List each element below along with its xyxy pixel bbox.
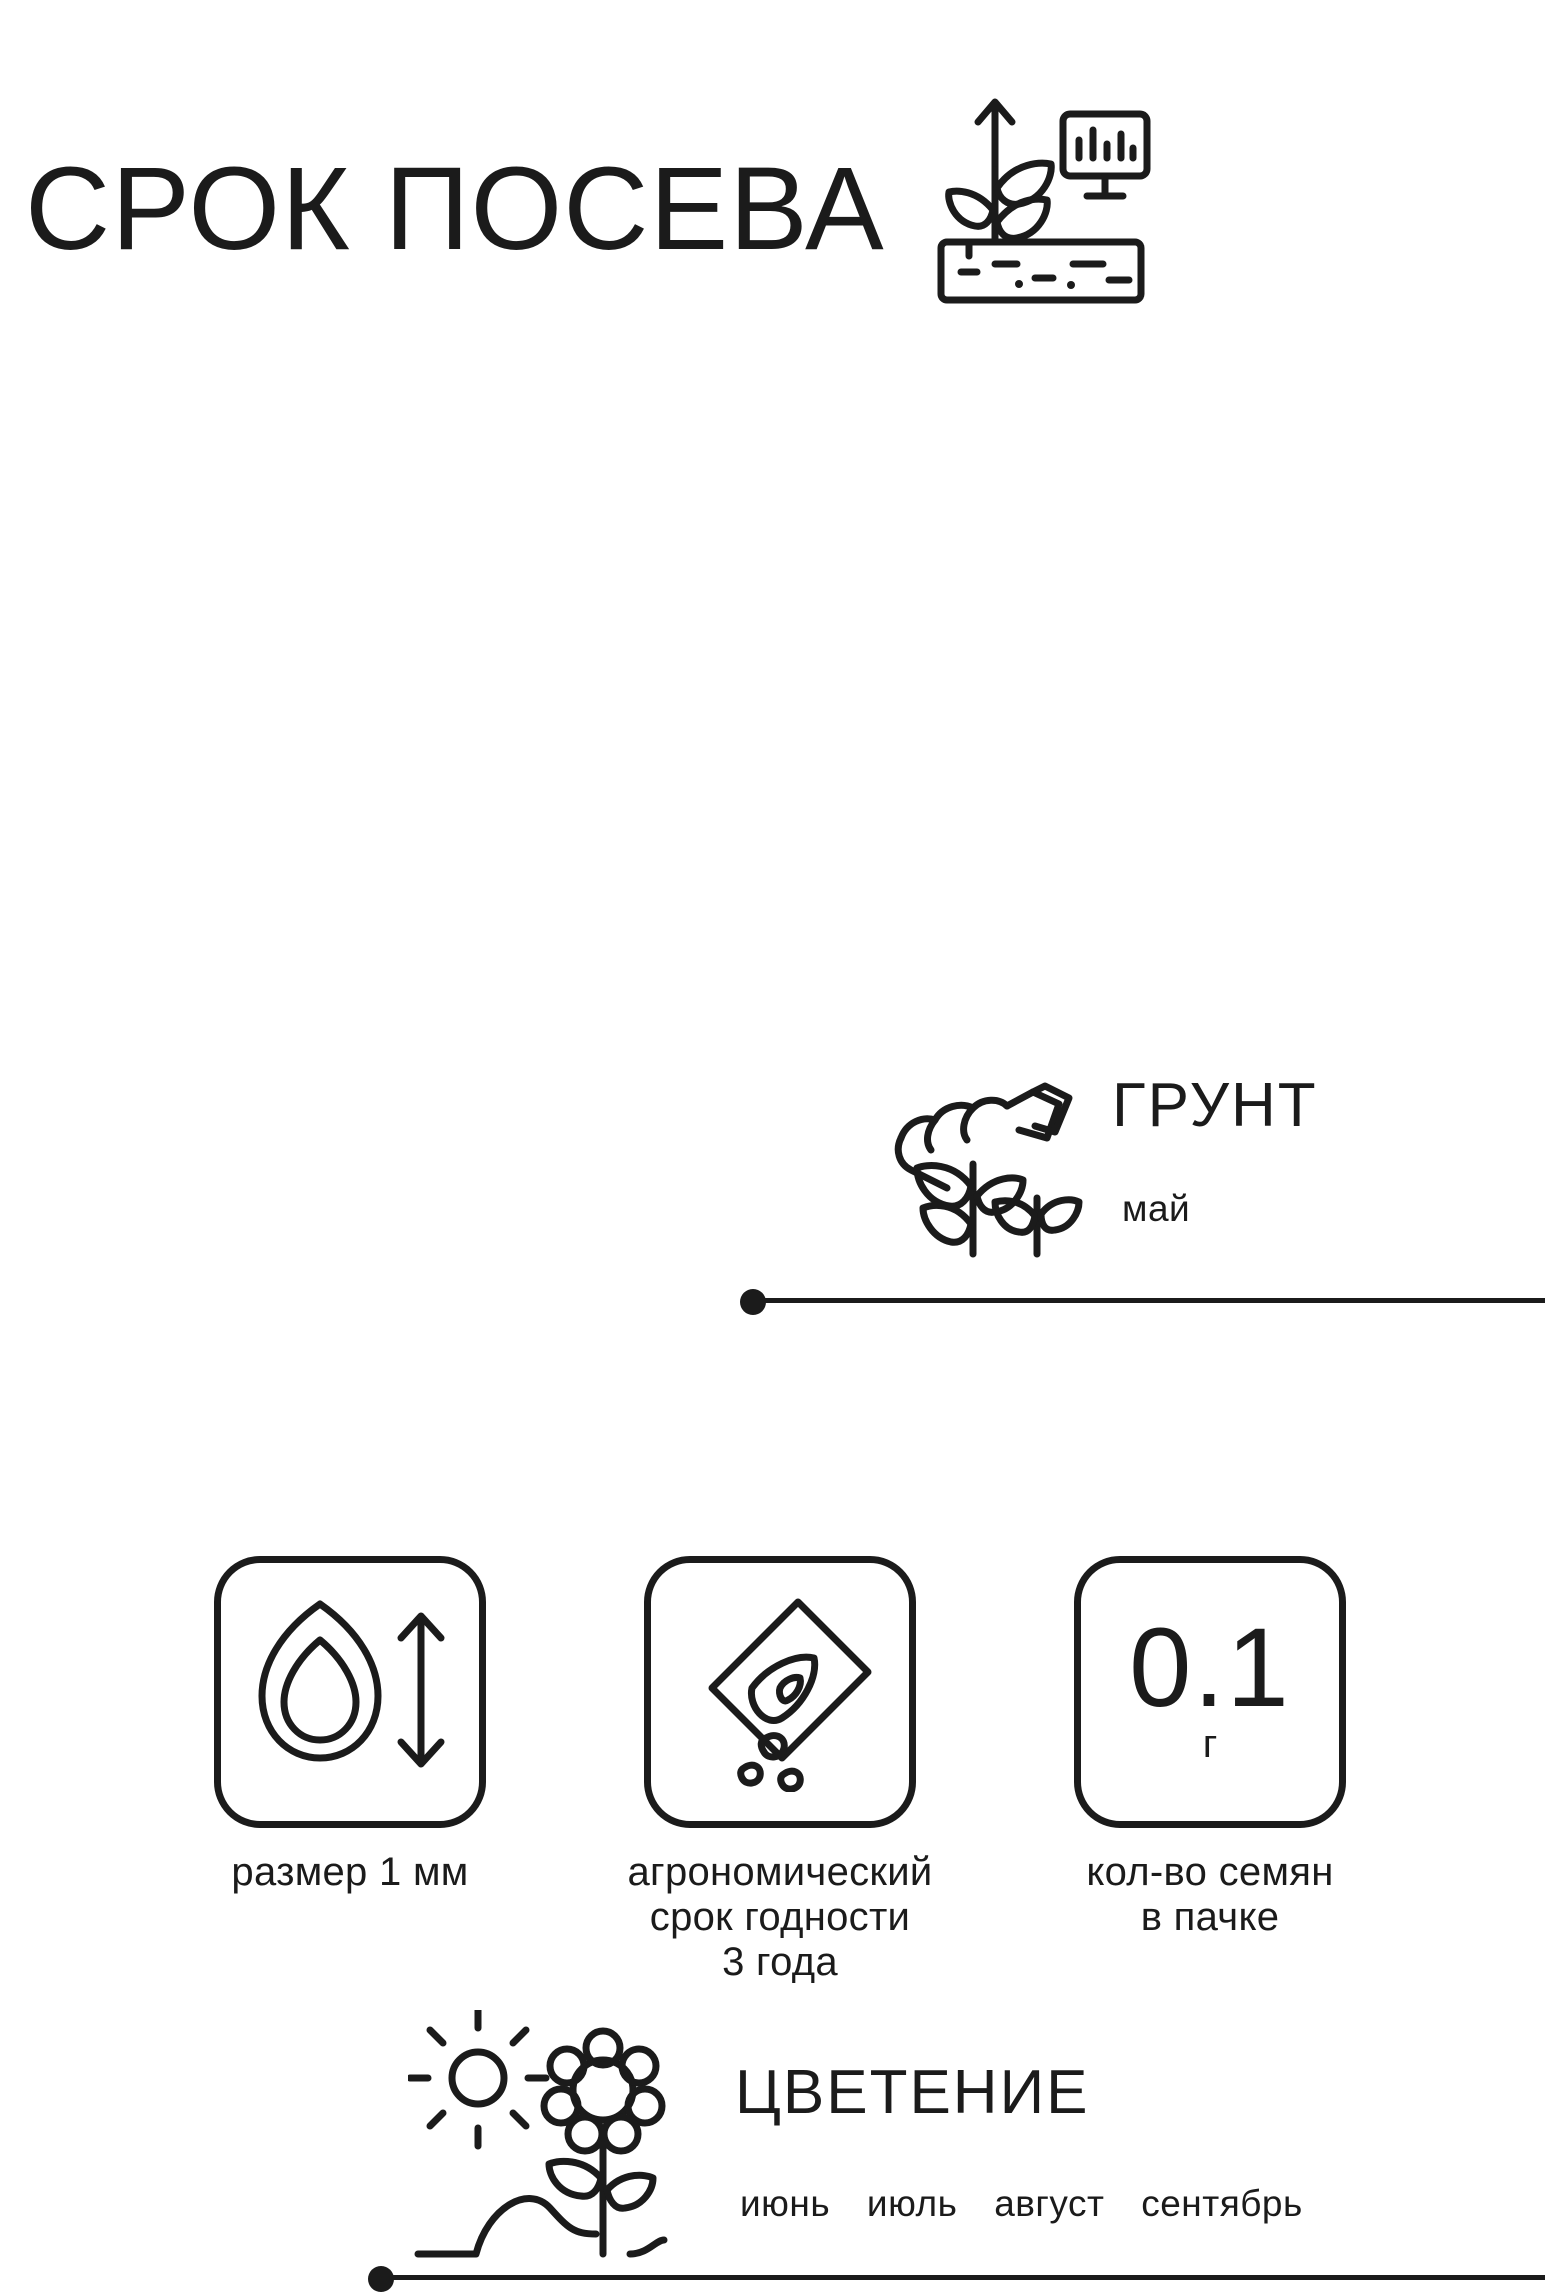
weight-unit: г xyxy=(1202,1721,1218,1766)
seed-packet-icon xyxy=(680,1592,880,1792)
stage-ground xyxy=(0,530,1545,1229)
shelf-life-box xyxy=(644,1556,916,1828)
month-chip: май xyxy=(1122,1188,1191,1229)
sun-flower-icon xyxy=(408,2010,708,2285)
page-header xyxy=(25,110,1485,307)
seed-weight-caption xyxy=(1086,1850,1333,1940)
month-chip: сентябрь xyxy=(1141,2183,1303,2224)
badge-row xyxy=(210,1556,1350,1984)
caption-line: кол-во семян xyxy=(1086,1850,1334,1894)
weight-stack xyxy=(1129,1605,1291,1766)
month-chip: июнь xyxy=(740,2183,831,2224)
seed-size-arrow-icon xyxy=(245,1592,455,1792)
month-chip: август xyxy=(994,2183,1105,2224)
stage-months-bloom xyxy=(740,2185,1303,2222)
caption-line: размер 1 мм xyxy=(231,1850,469,1894)
seed-weight-box xyxy=(1074,1556,1346,1828)
badge-seed-weight xyxy=(1070,1556,1350,1984)
sprout-growth-chart-icon xyxy=(923,92,1153,307)
weight-value: 0.1 xyxy=(1129,1605,1291,1731)
seed-size-box xyxy=(214,1556,486,1828)
stage-label-bloom: ЦВЕТЕНИЕ xyxy=(735,2058,1090,2127)
caption-line: агрономический xyxy=(627,1850,933,1894)
caption-line: в пачке xyxy=(1140,1894,1280,1939)
shelf-life-caption xyxy=(628,1850,933,1984)
page-title: СРОК ПОСЕВА xyxy=(25,142,885,275)
caption-line: 3 года xyxy=(722,1939,838,1984)
badge-shelf-life xyxy=(627,1556,933,1984)
month-chip: июль xyxy=(866,2183,958,2224)
caption-line: срок годности xyxy=(649,1894,911,1939)
seed-size-caption xyxy=(231,1850,468,1895)
badge-seed-size xyxy=(210,1556,490,1984)
stage-label-ground: ГРУНТ xyxy=(1112,1071,1318,1140)
